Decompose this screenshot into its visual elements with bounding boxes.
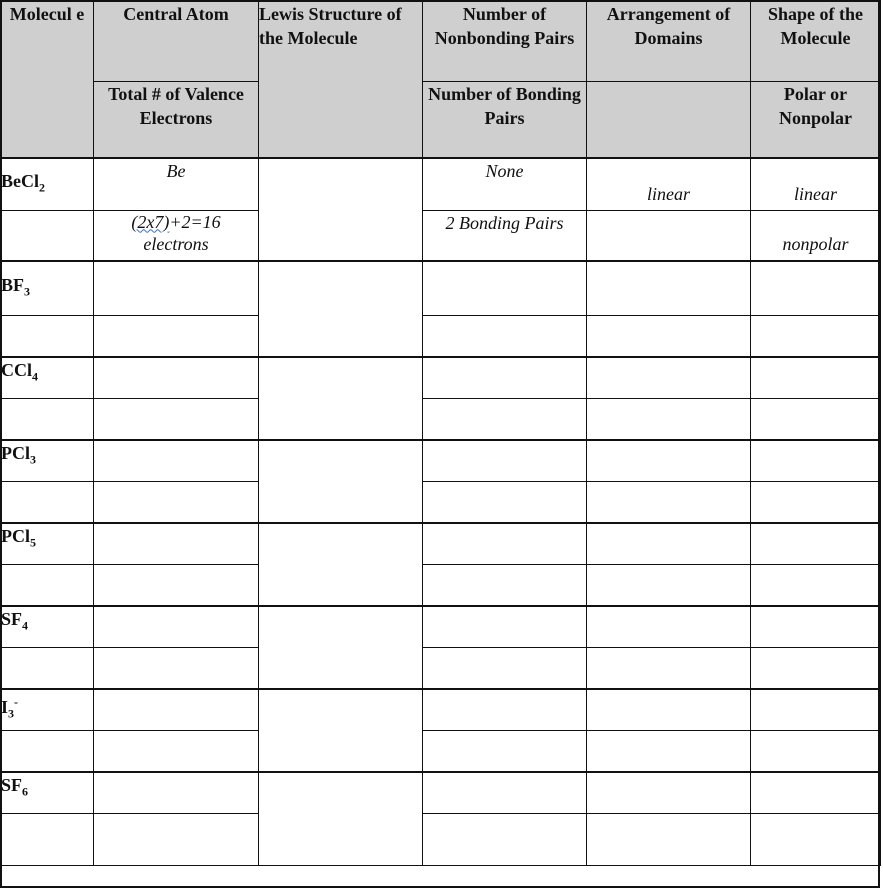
arrangement-cell[interactable]	[587, 357, 751, 398]
lewis-structure-cell[interactable]	[259, 440, 423, 523]
central-atom-value: Be	[94, 158, 259, 210]
header-arrangement-blank	[587, 81, 751, 158]
molecule-cell-blank[interactable]	[1, 315, 94, 357]
bonding-pairs-value: 2 Bonding Pairs	[423, 210, 587, 261]
arrangement-value: linear	[587, 158, 751, 210]
valence-electrons-value: (2x7)+2=16 electrons	[94, 210, 259, 261]
arrangement-cell[interactable]	[587, 210, 751, 261]
molecule-label: $BF_3$	[1, 261, 94, 315]
valence-electrons-cell[interactable]	[94, 398, 259, 440]
header-bonding-pairs: Number of Bonding Pairs	[423, 81, 587, 158]
molecule-label: PCl$_3$	[1, 440, 94, 481]
nonbonding-pairs-cell[interactable]	[423, 357, 587, 398]
nonbonding-pairs-cell[interactable]	[423, 523, 587, 564]
molecule-cell-blank[interactable]	[1, 481, 94, 523]
central-atom-cell[interactable]	[94, 772, 259, 813]
central-atom-cell[interactable]	[94, 440, 259, 481]
molecule-label: PCl$_5$	[1, 523, 94, 564]
molecule-cell-blank[interactable]	[1, 564, 94, 606]
central-atom-cell[interactable]	[94, 689, 259, 730]
valence-electrons-cell[interactable]	[94, 564, 259, 606]
central-atom-cell[interactable]	[94, 357, 259, 398]
shape-cell[interactable]	[751, 606, 881, 647]
arrangement-cell[interactable]	[587, 730, 751, 772]
polarity-cell[interactable]	[751, 398, 881, 440]
central-atom-cell[interactable]	[94, 606, 259, 647]
molecule-label: BeCl$_2$	[1, 158, 94, 210]
lewis-structure-cell[interactable]	[259, 772, 423, 865]
bonding-pairs-cell[interactable]	[423, 730, 587, 772]
bonding-pairs-cell[interactable]	[423, 481, 587, 523]
arrangement-cell[interactable]	[587, 440, 751, 481]
valence-electrons-cell[interactable]	[94, 647, 259, 689]
shape-value: linear	[751, 158, 881, 210]
polarity-cell[interactable]	[751, 813, 881, 865]
nonbonding-pairs-value: None	[423, 158, 587, 210]
arrangement-cell[interactable]	[587, 772, 751, 813]
shape-cell[interactable]	[751, 357, 881, 398]
arrangement-cell[interactable]	[587, 261, 751, 315]
valence-electrons-cell[interactable]	[94, 315, 259, 357]
header-central-atom: Central Atom	[94, 1, 259, 81]
arrangement-cell[interactable]	[587, 564, 751, 606]
arrangement-cell[interactable]	[587, 315, 751, 357]
lewis-structure-cell[interactable]	[259, 606, 423, 689]
molecule-cell-blank[interactable]	[1, 730, 94, 772]
header-polarity: Polar or Nonpolar	[751, 81, 881, 158]
molecule-cell-blank[interactable]	[1, 210, 94, 261]
arrangement-cell[interactable]	[587, 813, 751, 865]
polarity-cell[interactable]	[751, 481, 881, 523]
bonding-pairs-cell[interactable]	[423, 647, 587, 689]
nonbonding-pairs-cell[interactable]	[423, 689, 587, 730]
shape-cell[interactable]	[751, 440, 881, 481]
bonding-pairs-cell[interactable]	[423, 813, 587, 865]
header-nonbonding-pairs: Number of Nonbonding Pairs	[423, 1, 587, 81]
bonding-pairs-cell[interactable]	[423, 315, 587, 357]
polarity-cell[interactable]	[751, 315, 881, 357]
bonding-pairs-cell[interactable]	[423, 398, 587, 440]
shape-cell[interactable]	[751, 689, 881, 730]
polarity-cell[interactable]	[751, 730, 881, 772]
arrangement-cell[interactable]	[587, 647, 751, 689]
molecule-label: $SF_6$	[1, 772, 94, 813]
valence-electrons-cell[interactable]	[94, 730, 259, 772]
molecule-cell-blank[interactable]	[1, 813, 94, 865]
arrangement-cell[interactable]	[587, 606, 751, 647]
shape-cell[interactable]	[751, 523, 881, 564]
molecule-cell-blank[interactable]	[1, 647, 94, 689]
polarity-cell[interactable]	[751, 564, 881, 606]
polarity-cell[interactable]	[751, 647, 881, 689]
bonding-pairs-cell[interactable]	[423, 564, 587, 606]
nonbonding-pairs-cell[interactable]	[423, 772, 587, 813]
arrangement-cell[interactable]	[587, 689, 751, 730]
header-shape: Shape of the Molecule	[751, 1, 881, 81]
valence-electrons-cell[interactable]	[94, 813, 259, 865]
valence-electrons-cell[interactable]	[94, 481, 259, 523]
molecule-label: CCl$_4$	[1, 357, 94, 398]
arrangement-cell[interactable]	[587, 398, 751, 440]
nonbonding-pairs-cell[interactable]	[423, 440, 587, 481]
lewis-structure-cell[interactable]	[259, 158, 423, 261]
nonbonding-pairs-cell[interactable]	[423, 606, 587, 647]
shape-cell[interactable]	[751, 261, 881, 315]
molecule-label: $I_3^-$	[1, 689, 94, 730]
central-atom-cell[interactable]	[94, 261, 259, 315]
arrangement-cell[interactable]	[587, 481, 751, 523]
molecule-label: $SF_4$	[1, 606, 94, 647]
lewis-structure-cell[interactable]	[259, 689, 423, 772]
lewis-structure-cell[interactable]	[259, 261, 423, 357]
central-atom-cell[interactable]	[94, 523, 259, 564]
polarity-value: nonpolar	[751, 210, 881, 261]
shape-cell[interactable]	[751, 772, 881, 813]
molecule-cell-blank[interactable]	[1, 398, 94, 440]
header-arrangement: Arrangement of Domains	[587, 1, 751, 81]
arrangement-cell[interactable]	[587, 523, 751, 564]
lewis-structure-cell[interactable]	[259, 357, 423, 440]
header-lewis-structure: Lewis Structure of the Molecule	[259, 1, 423, 158]
header-total-valence: Total # of Valence Electrons	[94, 81, 259, 158]
nonbonding-pairs-cell[interactable]	[423, 261, 587, 315]
header-molecule: Molecul e	[1, 1, 94, 158]
lewis-structure-cell[interactable]	[259, 523, 423, 606]
